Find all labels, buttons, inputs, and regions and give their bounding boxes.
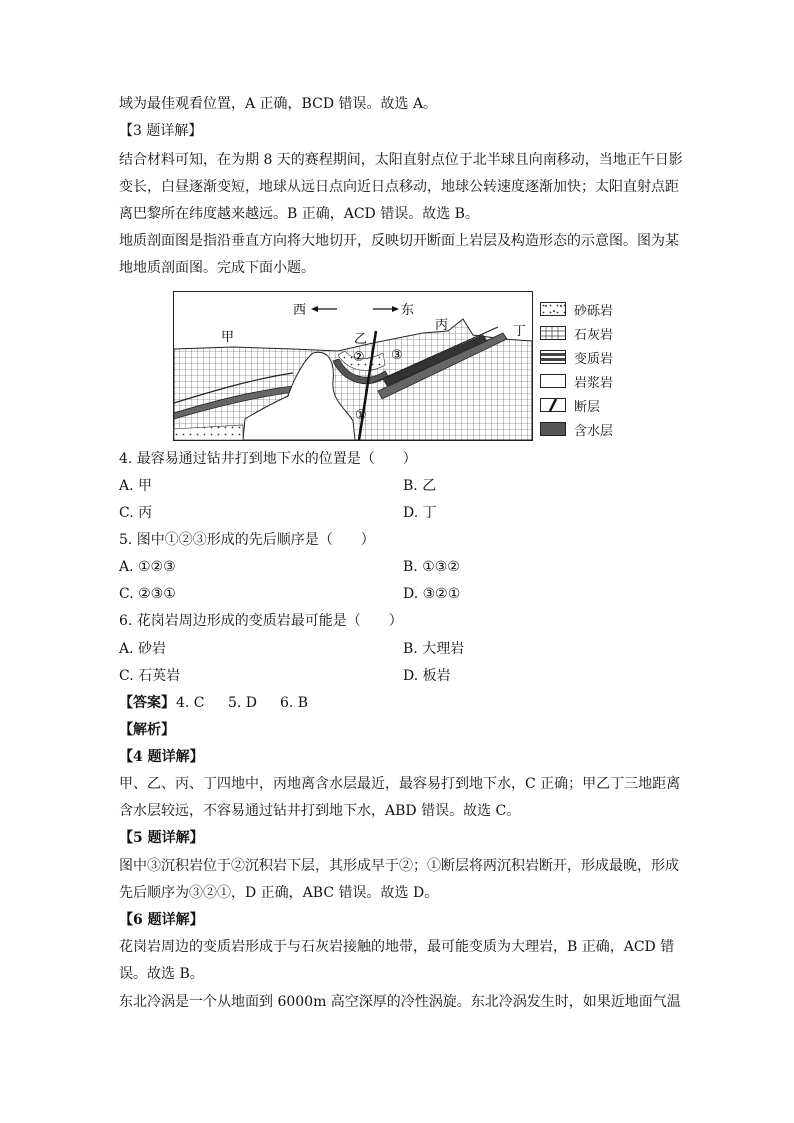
legend-item-sandstone [540, 300, 613, 318]
west-label: 西 [293, 303, 307, 318]
legend-item-aquifer [540, 420, 613, 438]
dots-swatch-icon [540, 302, 566, 316]
question-5-option-b: B. ①③② [403, 559, 460, 575]
paragraph-q5-line2: 先后顺序为③②①，D 正确，ABC 错误。故选 D。 [119, 885, 439, 901]
paragraph-q3-line1: 结合材料可知，在为期 8 天的赛程期间，太阳直射点位于北半球且向南移动，当地正午日影 [119, 152, 683, 168]
paragraph-q3-line2: 变长，白昼逐渐变短，地球从远日点向近日点移动，地球公转速度逐渐加快；太阳直射点距 [119, 179, 679, 195]
legend-label: 岩浆岩 [574, 375, 614, 391]
answer-label: 【答案】 [119, 695, 175, 711]
question-5-option-c: C. ②③① [119, 586, 176, 602]
location-ding: 丁 [513, 324, 527, 339]
answer-4: 4. C [176, 695, 205, 711]
question-6-stem: 6. 花岗岩周边形成的变质岩最可能是（ ） [119, 613, 403, 629]
question-4-option-b: B. 乙 [403, 478, 437, 494]
paragraph-next-material: 东北冷涡是一个从地面到 6000m 高空深厚的冷性涡旋。东北冷涡发生时，如果近地面气温 [119, 994, 681, 1010]
legend-label: 砂砾岩 [574, 303, 614, 319]
intro-line2: 地地质剖面图。完成下面小题。 [119, 260, 315, 276]
blank-swatch-icon [540, 374, 566, 388]
question-4-option-c: C. 丙 [119, 505, 153, 521]
marker-1: ① [355, 408, 367, 423]
question-5-option-a: A. ①②③ [119, 559, 176, 575]
cross-section-svg [173, 291, 533, 441]
question-5-stem: 5. 图中①②③形成的先后顺序是（ ） [119, 532, 375, 548]
question-4-option-d: D. 丁 [403, 505, 437, 521]
question-6-option-b: B. 大理岩 [403, 641, 465, 657]
question-5-option-d: D. ③②① [403, 586, 461, 602]
paragraph-q6-line1: 花岗岩周边的变质岩形成于与石灰岩接触的地带，最可能变质为大理岩，B 正确，ACD 错 [119, 939, 675, 955]
paragraph-q4-line1: 甲、乙、丙、丁四地中，丙地离含水层最近，最容易打到地下水，C 正确；甲乙丁三地距离 [119, 776, 681, 792]
legend-item-fault [540, 396, 600, 414]
fault-swatch-icon [540, 398, 566, 412]
answer-6: 6. B [280, 695, 309, 711]
paragraph-q3-line3: 离巴黎所在纬度越来越远。B 正确，ACD 错误。故选 B。 [119, 206, 479, 222]
geologic-cross-section [173, 291, 533, 441]
heading-q5-detail: 【5 题详解】 [119, 830, 204, 846]
paragraph-q2-end: 域为最佳观看位置，A 正确，BCD 错误。故选 A。 [119, 96, 438, 112]
location-bing: 丙 [435, 318, 449, 333]
heading-q6-detail: 【6 题详解】 [119, 912, 204, 928]
question-6-option-a: A. 砂岩 [119, 641, 167, 657]
legend-label: 变质岩 [574, 351, 614, 367]
heading-q3-detail: 【3 题详解】 [119, 123, 203, 139]
answer-5: 5. D [228, 695, 258, 711]
question-6-option-d: D. 板岩 [403, 668, 451, 684]
legend-label: 含水层 [574, 423, 614, 439]
paragraph-q6-line2: 误。故选 B。 [119, 966, 204, 982]
paragraph-q5-line1: 图中③沉积岩位于②沉积岩下层，其形成早于②；①断层将两沉积岩断开，形成最晚，形成 [119, 858, 679, 874]
legend-label: 断层 [574, 399, 601, 415]
marker-2: ② [353, 350, 365, 365]
figure-legend [540, 300, 680, 440]
marker-3: ③ [391, 348, 403, 363]
question-6-option-c: C. 石英岩 [119, 668, 181, 684]
stripe-swatch-icon [540, 350, 566, 364]
legend-label: 石灰岩 [574, 327, 614, 343]
analysis-title: 【解析】 [119, 722, 175, 738]
heading-q4-detail: 【4 题详解】 [119, 749, 204, 765]
location-jia: 甲 [221, 330, 235, 345]
legend-item-limestone [540, 324, 613, 342]
grid-swatch-icon [540, 326, 566, 340]
solid-swatch-icon [540, 422, 566, 436]
paragraph-q4-line2: 含水层较远，不容易通过钻井打到地下水，ABD 错误。故选 C。 [119, 803, 521, 819]
question-4-option-a: A. 甲 [119, 478, 153, 494]
legend-item-metamorphic [540, 348, 613, 366]
location-yi: 乙 [354, 332, 368, 347]
question-4-stem: 4. 最容易通过钻井打到地下水的位置是（ ） [119, 451, 417, 467]
east-label: 东 [401, 303, 415, 318]
legend-item-igneous [540, 372, 613, 390]
intro-line1: 地质剖面图是指沿垂直方向将大地切开，反映切开断面上岩层及构造形态的示意图。图为某 [119, 233, 679, 249]
